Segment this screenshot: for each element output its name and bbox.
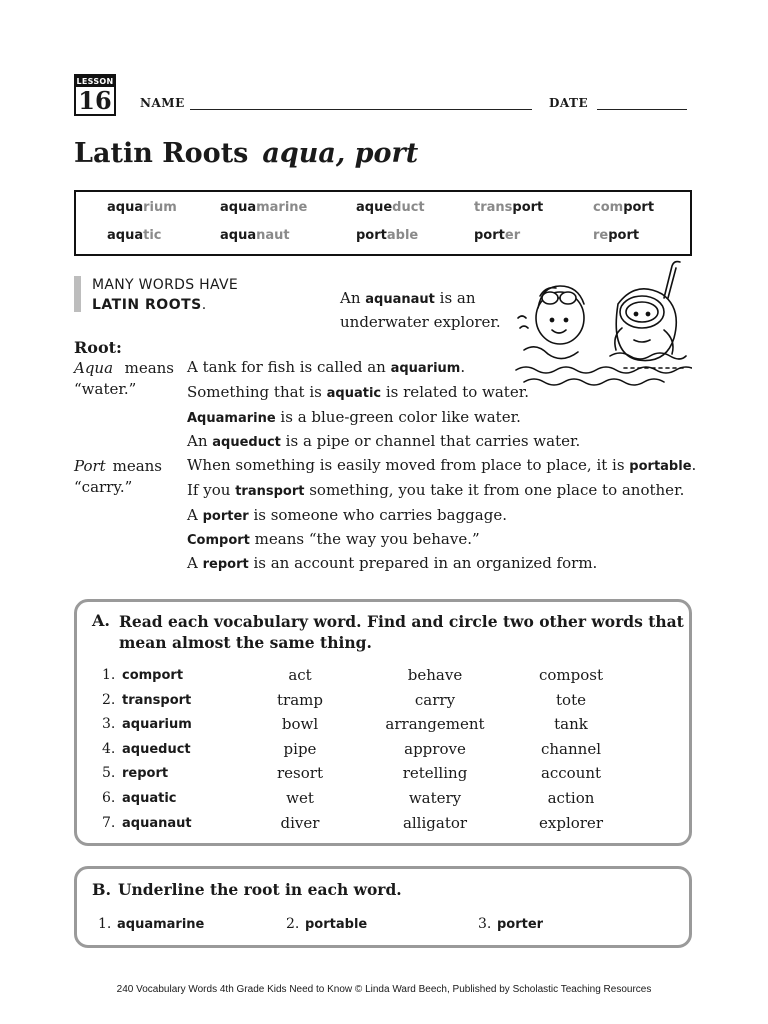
vocab-word: aquanaut bbox=[122, 815, 192, 831]
answer-option[interactable]: retelling bbox=[402, 764, 468, 783]
sentence-text: is related to water. bbox=[381, 383, 530, 401]
page-title bbox=[74, 138, 418, 169]
word-root-part: port bbox=[356, 228, 387, 243]
callout-line-1: MANY WORDS HAVE bbox=[92, 277, 238, 293]
aqua-root-word: Aqua bbox=[74, 359, 114, 377]
answer-option[interactable]: carry bbox=[414, 690, 456, 709]
word-root-part: aqua bbox=[107, 200, 144, 215]
section-a-letter: A. bbox=[92, 611, 110, 630]
answer-option[interactable]: arrangement bbox=[385, 715, 485, 734]
aquanaut-note-pre: An bbox=[340, 289, 366, 307]
callout-latin-roots: LATIN ROOTS bbox=[92, 297, 202, 313]
aquanaut-note-word: aquanaut bbox=[365, 292, 435, 307]
sentence-text: is a pipe or channel that carries water. bbox=[280, 432, 581, 450]
root-label: Root: bbox=[74, 338, 122, 357]
lesson-number: 16 bbox=[78, 86, 112, 115]
answer-option[interactable]: tank bbox=[554, 715, 588, 734]
answer-option[interactable]: tramp bbox=[277, 690, 323, 709]
word-suffix-part: rium bbox=[143, 200, 177, 215]
section-b-box bbox=[74, 866, 692, 948]
word-root-part: aqua bbox=[220, 200, 257, 215]
sentence-vocab-word: report bbox=[202, 557, 249, 572]
word-box-word bbox=[474, 228, 520, 243]
example-sentence bbox=[187, 481, 684, 499]
example-sentence bbox=[187, 506, 507, 524]
sentence-vocab-word: aquatic bbox=[326, 386, 382, 401]
date-label: DATE bbox=[549, 96, 589, 110]
sentence-text: something, you take it from one place to another. bbox=[304, 481, 685, 499]
name-label: NAME bbox=[140, 96, 185, 110]
example-sentence bbox=[187, 530, 480, 548]
aqua-means: means bbox=[124, 359, 174, 377]
sentence-text: means “the way you behave.” bbox=[249, 530, 480, 548]
port-means: means bbox=[112, 457, 162, 475]
item-number: 3. bbox=[478, 916, 492, 932]
lesson-label: LESSON bbox=[76, 77, 114, 86]
sentence-vocab-word: Aquamarine bbox=[187, 411, 276, 426]
sentence-text: An bbox=[187, 432, 213, 450]
answer-option[interactable]: approve bbox=[404, 739, 466, 758]
answer-option[interactable]: behave bbox=[407, 666, 463, 684]
title-roots: aqua, port bbox=[262, 138, 419, 169]
vocab-word: transport bbox=[122, 692, 192, 708]
answer-option[interactable]: account bbox=[540, 764, 602, 783]
vocab-word: report bbox=[122, 766, 169, 782]
word-root-part: aqua bbox=[220, 228, 257, 243]
example-sentence bbox=[187, 432, 580, 450]
children-snorkel-illustration bbox=[514, 258, 692, 392]
callout-line-2 bbox=[92, 297, 207, 313]
item-number: 5. bbox=[102, 765, 116, 782]
section-b-letter: B. bbox=[92, 880, 112, 899]
title-main: Latin Roots bbox=[74, 138, 249, 169]
word-box-word bbox=[593, 228, 639, 243]
word-suffix-part: duct bbox=[392, 200, 425, 215]
word-root-part: port bbox=[608, 228, 640, 243]
answer-option[interactable]: channel bbox=[541, 739, 601, 758]
sentence-vocab-word: portable bbox=[629, 459, 692, 474]
item-number: 7. bbox=[102, 814, 116, 831]
word-box-word bbox=[220, 228, 290, 243]
word-root-part: aque bbox=[356, 200, 393, 215]
sentence-text: If you bbox=[187, 481, 236, 499]
answer-option[interactable]: tote bbox=[556, 690, 586, 709]
word-root-part: aqua bbox=[107, 228, 144, 243]
answer-option[interactable]: action bbox=[547, 789, 595, 807]
underline-word[interactable]: porter bbox=[497, 917, 544, 932]
word-suffix-part: marine bbox=[256, 200, 308, 215]
answer-option[interactable]: watery bbox=[408, 789, 462, 807]
sentence-text: Something that is bbox=[187, 383, 327, 401]
footer-credit: 240 Vocabulary Words 4th Grade Kids Need to Know © Linda Ward Beech, Published by Scholastic Teaching Resources bbox=[116, 984, 652, 995]
word-suffix-part: naut bbox=[256, 228, 290, 243]
example-sentence bbox=[187, 408, 521, 426]
word-prefix-part: re bbox=[593, 228, 609, 243]
word-box-word bbox=[356, 228, 418, 243]
word-suffix-part: able bbox=[386, 228, 419, 243]
item-number: 2. bbox=[286, 916, 300, 932]
sentence-text: When something is easily moved from place to place, it is bbox=[187, 456, 630, 474]
item-number: 1. bbox=[98, 916, 112, 932]
sentence-vocab-word: Comport bbox=[187, 533, 250, 548]
word-box-word bbox=[474, 200, 543, 215]
sentence-text: is an account prepared in an organized form. bbox=[248, 554, 598, 572]
aqua-definition bbox=[74, 358, 174, 400]
word-root-part: port bbox=[512, 200, 544, 215]
word-box-word bbox=[220, 200, 307, 215]
word-box-word bbox=[107, 228, 162, 243]
aquanaut-note-post: is an underwater explorer. bbox=[340, 289, 501, 331]
callout-bar bbox=[74, 276, 81, 312]
item-number: 4. bbox=[102, 740, 116, 757]
aqua-meaning: “water.” bbox=[74, 380, 137, 398]
example-sentence bbox=[187, 456, 696, 474]
word-prefix-part: com bbox=[593, 200, 624, 215]
section-a-directions bbox=[119, 611, 684, 653]
underline-word[interactable]: portable bbox=[305, 917, 368, 932]
sentence-text: A bbox=[187, 506, 203, 524]
example-sentence bbox=[187, 358, 465, 376]
aquanaut-note bbox=[340, 287, 510, 333]
item-number: 2. bbox=[102, 691, 116, 708]
underline-word[interactable]: aquamarine bbox=[117, 917, 205, 932]
word-box-word bbox=[593, 200, 654, 215]
port-root-word: Port bbox=[74, 457, 106, 475]
word-suffix-part: tic bbox=[143, 228, 162, 243]
item-number: 6. bbox=[102, 790, 116, 806]
sentence-vocab-word: aqueduct bbox=[212, 435, 281, 450]
sentence-vocab-word: transport bbox=[235, 484, 305, 499]
vocab-word: comport bbox=[122, 668, 184, 683]
item-number: 3. bbox=[102, 716, 116, 733]
name-field-line[interactable] bbox=[190, 109, 532, 110]
vocab-word: aquarium bbox=[122, 717, 192, 733]
example-sentence bbox=[187, 554, 597, 572]
sentence-vocab-word: porter bbox=[202, 509, 249, 524]
answer-option[interactable]: pipe bbox=[283, 739, 317, 758]
vocab-word: aquatic bbox=[122, 791, 177, 806]
port-definition bbox=[74, 456, 162, 498]
word-box-word bbox=[356, 200, 425, 215]
answer-option[interactable]: resort bbox=[277, 764, 323, 783]
sentence-vocab-word: aquarium bbox=[390, 361, 461, 376]
section-a-directions-line-2: mean almost the same thing. bbox=[119, 633, 372, 652]
vocab-word: aqueduct bbox=[122, 741, 191, 757]
section-a-directions-line-1: Read each vocabulary word. Find and circle two other words that bbox=[119, 612, 684, 631]
answer-option[interactable]: act bbox=[288, 666, 312, 684]
word-root-part: port bbox=[623, 200, 655, 215]
answer-option[interactable]: explorer bbox=[539, 813, 603, 832]
answer-option[interactable]: wet bbox=[286, 789, 314, 807]
sentence-text: A tank for fish is called an bbox=[187, 358, 391, 376]
sentence-text: is someone who carries baggage. bbox=[248, 506, 507, 524]
item-number: 1. bbox=[102, 667, 116, 683]
sentence-text: is a blue-green color like water. bbox=[275, 408, 521, 426]
lesson-badge bbox=[74, 74, 116, 116]
answer-option[interactable]: alligator bbox=[402, 813, 468, 832]
port-meaning: “carry.” bbox=[74, 478, 133, 496]
answer-option[interactable]: diver bbox=[280, 813, 320, 832]
word-root-part: port bbox=[474, 228, 505, 243]
answer-option[interactable]: compost bbox=[538, 666, 603, 684]
answer-option[interactable]: bowl bbox=[281, 715, 319, 734]
sentence-text: A bbox=[187, 554, 203, 572]
section-b-directions: Underline the root in each word. bbox=[118, 880, 402, 899]
sentence-text: . bbox=[691, 456, 697, 474]
word-box-word bbox=[107, 200, 177, 215]
word-suffix-part: er bbox=[504, 228, 521, 243]
sentence-text: . bbox=[460, 358, 466, 376]
date-field-line[interactable] bbox=[597, 109, 687, 110]
callout-period: . bbox=[201, 297, 207, 313]
example-sentence bbox=[187, 383, 529, 401]
word-prefix-part: trans bbox=[474, 200, 513, 215]
